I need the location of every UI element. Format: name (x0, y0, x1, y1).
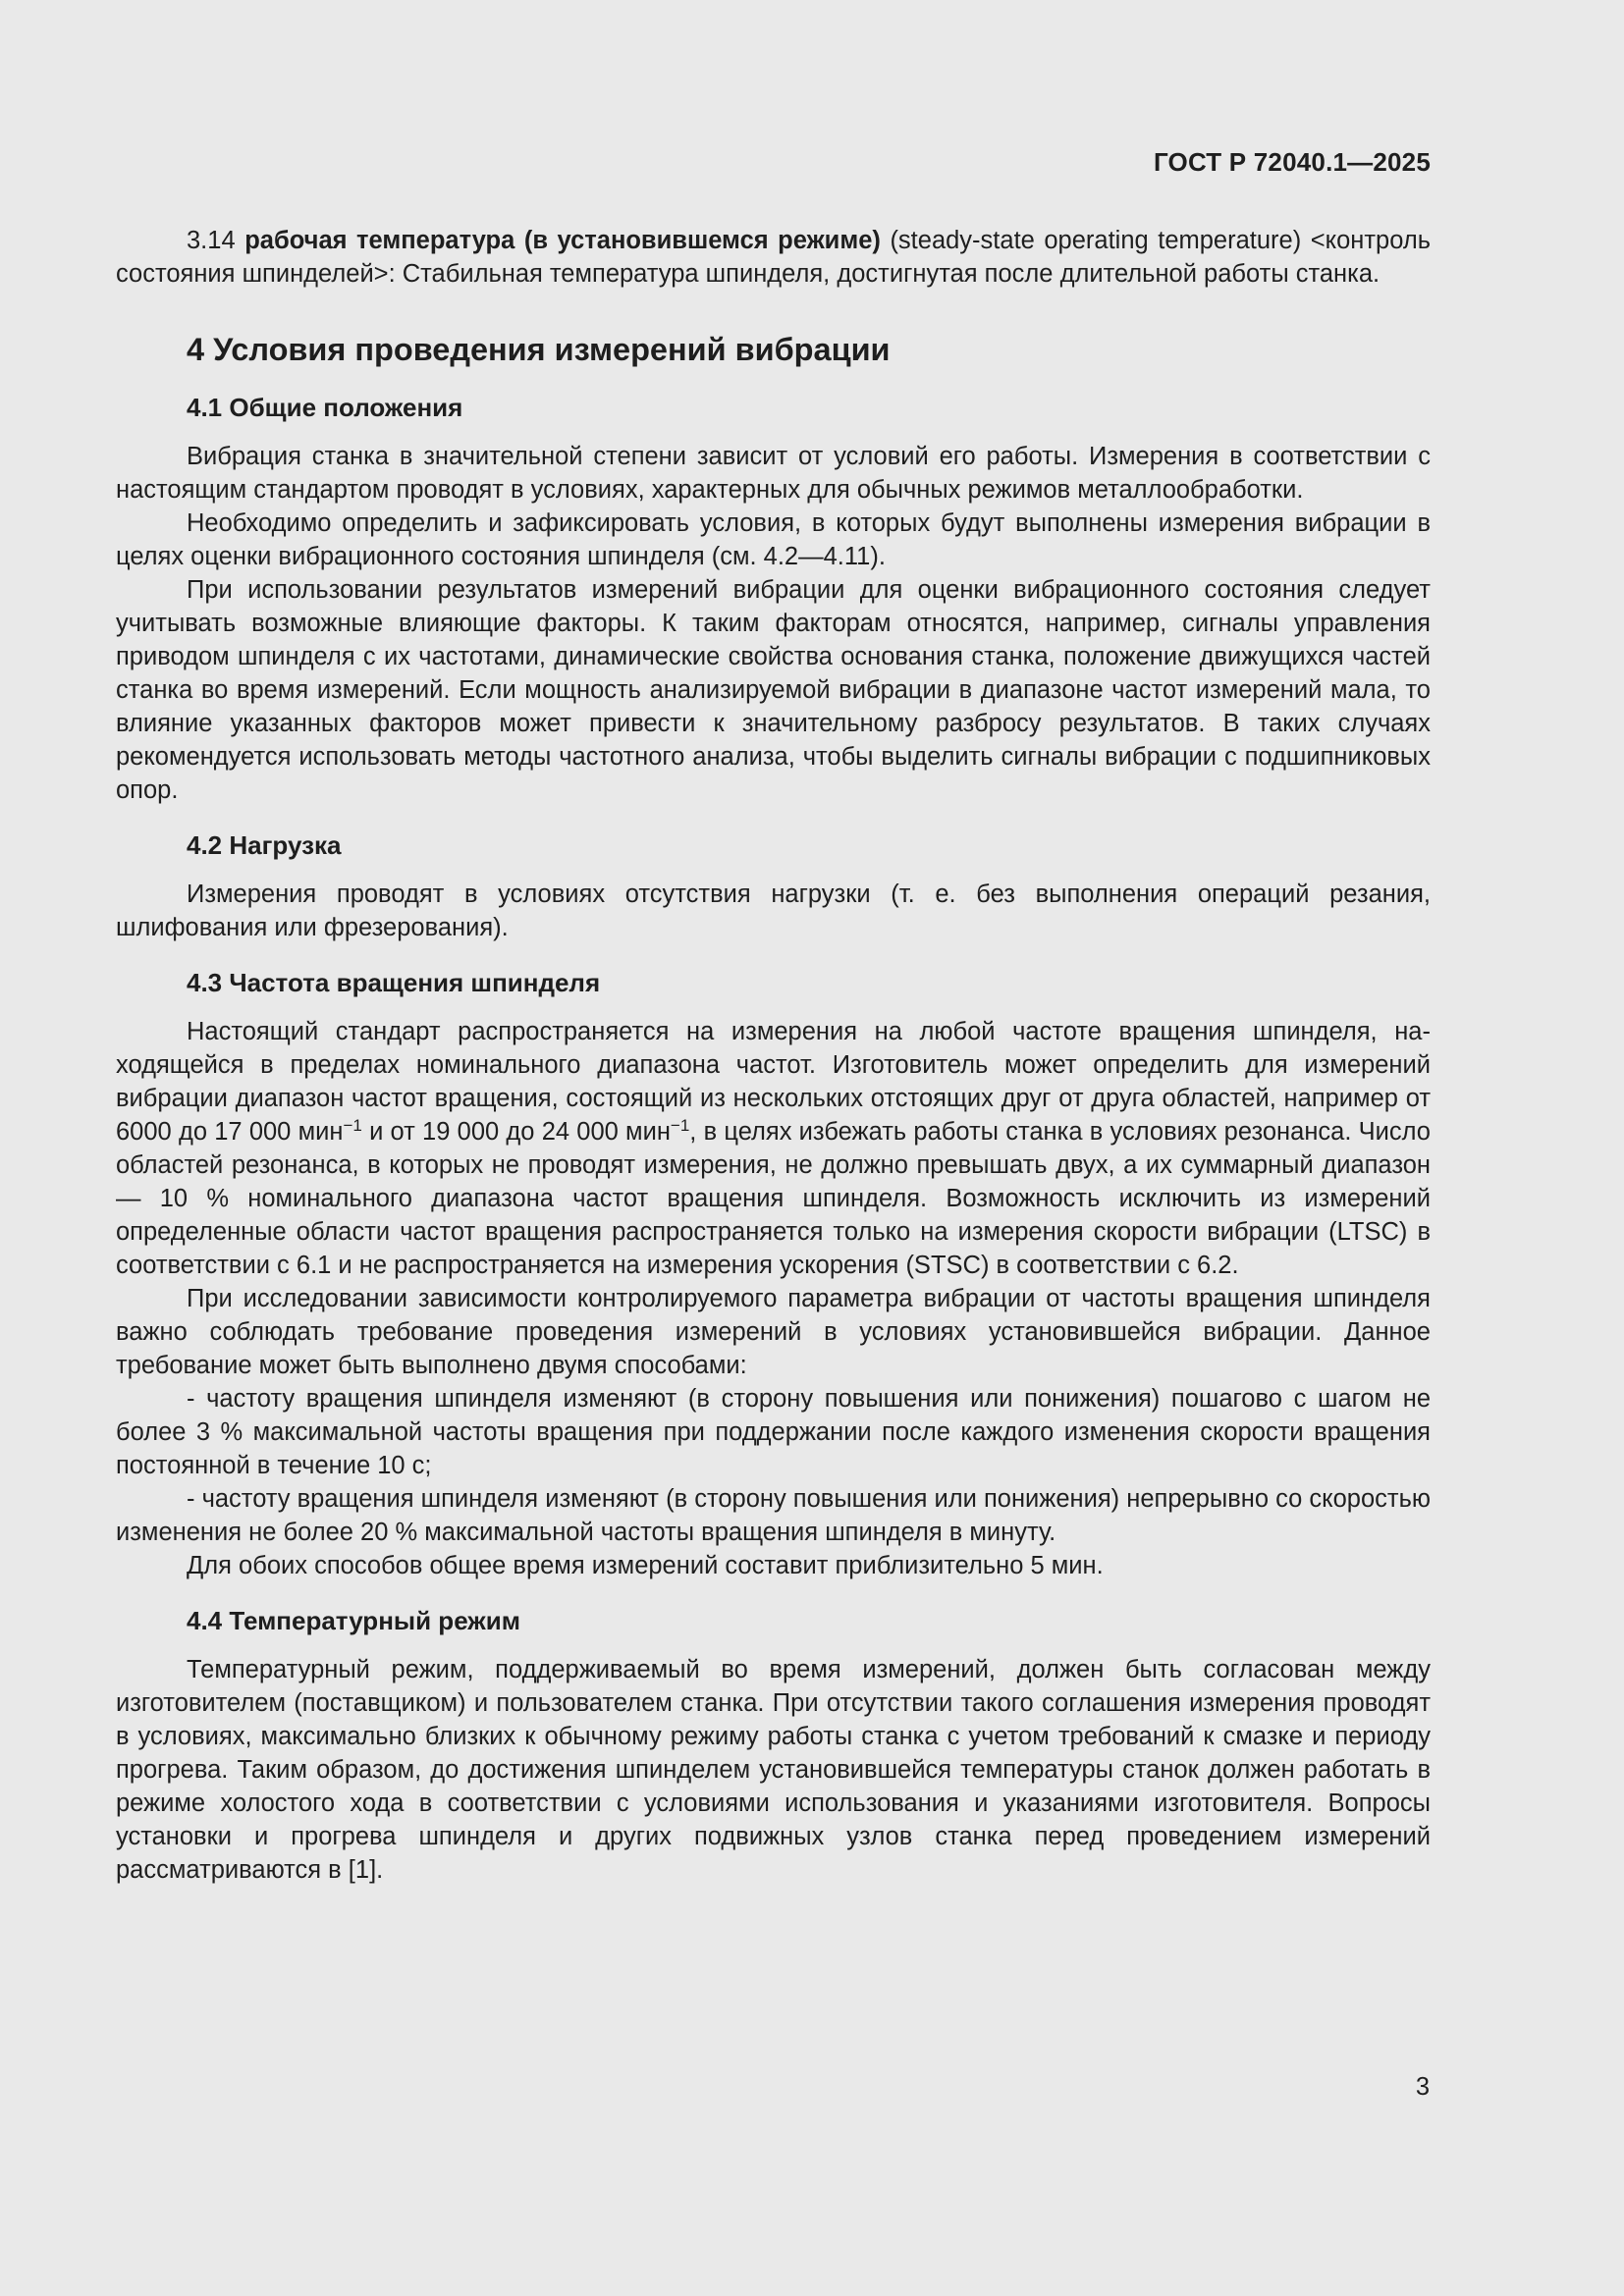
page-content (116, 145, 1431, 1887)
paragraph-4-1-1: Вибрация станка в значительной степени зависит от условий его работы. Измерения в соответствии с настоящим стандартом проводят в условиях, характерных для обычных режимов металлообработки. (116, 443, 1431, 504)
paragraph-4-3-1-part2: и от 19 000 до 24 000 мин (361, 1118, 671, 1146)
paragraph-4-1-3: При использовании результатов измерений вибрации для оценки вибрационного состояния следует учитывать возможные влияющие факторы. К таким факторам относятся, например, сигналы управления приводом шпинделя с их частотами, динамические свойства основания станка, положение движущихся частей станка во время измерений. Если мощность анализируемой вибрации в диапазоне частот измерений мала, то влияние указанных факторов может привести к значительному разбросу результатов. В таких случаях рекомендуется использовать методы частотного анализа, чтобы выделить сигналы вибрации с подшипниковых опор. (116, 576, 1431, 804)
document-code-header: ГОСТ Р 72040.1—2025 (1153, 147, 1431, 177)
paragraph-4-3-2: При исследовании зависимости контролируемого параметра вибрации от частоты вращения шпинделя важно соблюдать требование проведения измерений в условиях установившейся вибрации. Данное требование может быть выполнено двумя способами: (116, 1285, 1431, 1379)
paragraph-4-1-2: Необходимо определить и зафиксировать условия, в которых будут выполнены измерения вибрации в целях оценки вибрационного состояния шпинделя (см. 4.2—4.11). (116, 509, 1431, 570)
term-description: (steady-state operating temperature) <контроль состояния шпинделей>: Стабильная температура шпинделя, достигнутая после длительной работы станка. (116, 227, 1431, 288)
subsection-4-3-heading: 4.3 Частота вращения шпинделя (187, 968, 601, 997)
superscript-minus-one: −1 (343, 1116, 362, 1135)
paragraph-4-3-5: Для обоих способов общее время измерений составит приблизительно 5 мин. (187, 1552, 1104, 1579)
paragraph-4-3-1-part3: , в целях избежать работы станка в условиях резонанса. Число областей резонанса, в которых не проводят измерения, не должно превышать двух, а их суммарный диапазон — 10 % номинального диапазона частот вращения шпинделя. Возможность исключить из измерений определенные области частот вращения распространяется только на измерения скорости вибрации (LTSC) в соответствии с 6.1 и не распространяется на измерения ускорения (STSC) в соответствии с 6.2. (116, 1118, 1431, 1279)
term-definition-3-14 (116, 224, 1431, 291)
subsection-4-2-heading: 4.2 Нагрузка (187, 830, 342, 860)
term-title: рабочая температура (в установившемся режиме) (244, 227, 881, 254)
page-number: 3 (1415, 2073, 1430, 2101)
term-number: 3.14 (187, 227, 236, 254)
superscript-minus-one: −1 (670, 1116, 690, 1135)
subsection-4-1-heading: 4.1 Общие положения (187, 393, 463, 422)
paragraph-4-4-1: Температурный режим, поддерживаемый во время измерений, должен быть согласован между изготовителем (поставщиком) и пользователем станка. При отсутствии такого соглашения измерения проводят в условиях, максимально близких к обычному режиму работы станка с учетом требований к смазке и периоду прогрева. Таким образом, до достижения шпинделем установившейся температуры станок должен работать в режиме холостого хода в соответствии с условиями использования и указаниями изготовителя. Вопросы установки и прогрева шпинделя и других подвижных узлов станка перед проведением измерений рассматриваются в [1]. (116, 1656, 1431, 1884)
paragraph-4-2-1: Измерения проводят в условиях отсутствия нагрузки (т. е. без выполнения операций резания, шлифования или фрезерования). (116, 881, 1431, 941)
list-item-stepwise: - частоту вращения шпинделя изменяют (в сторону повышения или понижения) пошагово с шагом не более 3 % максимальной частоты вращения при поддержании после каждого изменения скорости вращения постоянной в течение 10 с; (116, 1385, 1431, 1479)
subsection-4-4-heading: 4.4 Температурный режим (187, 1606, 520, 1635)
paragraph-4-3-1 (116, 1015, 1431, 1282)
list-item-continuous: - частоту вращения шпинделя изменяют (в сторону повышения или понижения) непрерывно со скоростью изменения не более 20 % максимальной частоты вращения шпинделя в минуту. (116, 1485, 1431, 1546)
paragraph-4-3-1-part1: Настоящий стандарт распространяется на измерения на любой частоте вращения шпинделя, находящейся в пределах номинального диапазона частот. Изготовитель может определить для измерений вибрации диапазон частот вращения, состоящий из нескольких отстоящих друг от друга областей, например от 6000 до 17 000 мин (116, 1018, 1431, 1146)
section-4-heading: 4 Условия проведения измерений вибрации (187, 332, 891, 367)
